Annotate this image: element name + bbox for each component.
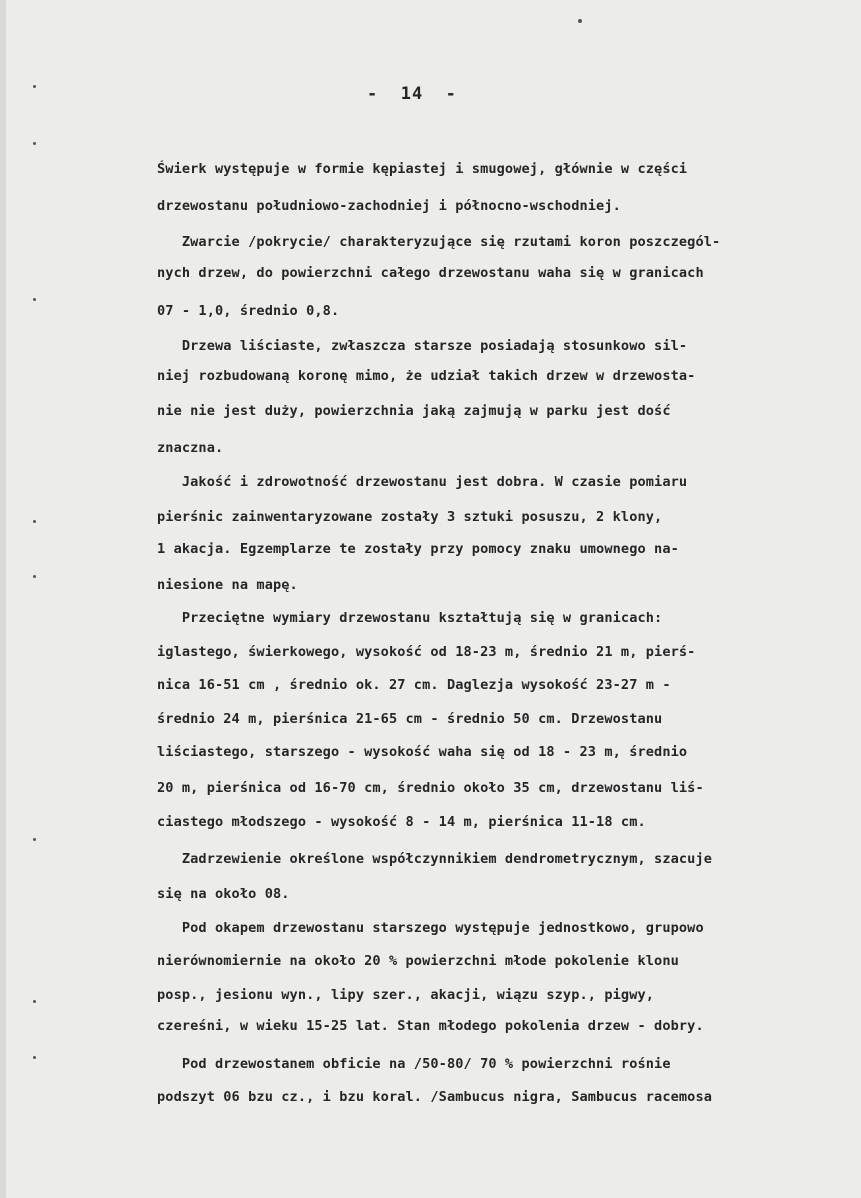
text-line: nie nie jest duży, powierzchnia jaką zajmują w parku jest dość (157, 403, 671, 419)
text-line: posp., jesionu wyn., lipy szer., akacji, wiązu szyp., pigwy, (157, 987, 655, 1003)
text-line: podszyt 06 bzu cz., i bzu koral. /Sambucus nigra, Sambucus racemosa (157, 1089, 713, 1105)
text-line: znaczna. (157, 440, 224, 456)
page-edge (0, 0, 6, 1198)
text-line: czereśni, w wieku 15-25 lat. Stan młodego pokolenia drzew - dobry. (157, 1018, 704, 1034)
text-line: 07 - 1,0, średnio 0,8. (157, 303, 340, 319)
text-line: nych drzew, do powierzchni całego drzewostanu waha się w granicach (157, 265, 704, 281)
punch-mark (33, 575, 36, 578)
text-line: niej rozbudowaną koronę mimo, że udział takich drzew w drzewosta- (157, 368, 696, 384)
text-line: nica 16-51 cm , średnio ok. 27 cm. Daglezja wysokość 23-27 m - (157, 677, 671, 693)
text-line: Świerk występuje w formie kępiastej i smugowej, głównie w części (157, 161, 688, 177)
punch-mark (33, 1056, 36, 1059)
text-line: Jakość i zdrowotność drzewostanu jest dobra. W czasie pomiaru (157, 474, 688, 490)
punch-mark (33, 298, 36, 301)
page-number: - 14 - (367, 84, 457, 104)
punch-mark (33, 520, 36, 523)
text-line: średnio 24 m, pierśnica 21-65 cm - średnio 50 cm. Drzewostanu (157, 711, 663, 727)
text-line: Przeciętne wymiary drzewostanu kształtują się w granicach: (157, 610, 663, 626)
text-line: się na około 08. (157, 886, 290, 902)
text-line: Pod okapem drzewostanu starszego występuje jednostkowo, grupowo (157, 920, 704, 936)
text-line: ciastego młodszego - wysokość 8 - 14 m, pierśnica 11-18 cm. (157, 814, 646, 830)
punch-mark (33, 1000, 36, 1003)
punch-mark (33, 142, 36, 145)
text-line: iglastego, świerkowego, wysokość od 18-23 m, średnio 21 m, pierś- (157, 644, 696, 660)
text-line: Zadrzewienie określone współczynnikiem dendrometrycznym, szacuje (157, 851, 713, 867)
text-line: pierśnic zainwentaryzowane zostały 3 sztuki posuszu, 2 klony, (157, 509, 663, 525)
punch-mark (578, 19, 582, 23)
text-line: niesione na mapę. (157, 577, 298, 593)
text-line: nierównomiernie na około 20 % powierzchni młode pokolenie klonu (157, 953, 679, 969)
text-line: Drzewa liściaste, zwłaszcza starsze posiadają stosunkowo sil- (157, 338, 688, 354)
text-line: Pod drzewostanem obficie na /50-80/ 70 % powierzchni rośnie (157, 1056, 671, 1072)
text-line: liściastego, starszego - wysokość waha się od 18 - 23 m, średnio (157, 744, 688, 760)
punch-mark (33, 85, 36, 88)
text-line: drzewostanu południowo-zachodniej i północno-wschodniej. (157, 198, 621, 214)
punch-mark (33, 838, 36, 841)
text-line: 20 m, pierśnica od 16-70 cm, średnio około 35 cm, drzewostanu liś- (157, 780, 704, 796)
text-line: Zwarcie /pokrycie/ charakteryzujące się rzutami koron poszczegól- (157, 234, 721, 250)
text-line: 1 akacja. Egzemplarze te zostały przy pomocy znaku umownego na- (157, 541, 679, 557)
